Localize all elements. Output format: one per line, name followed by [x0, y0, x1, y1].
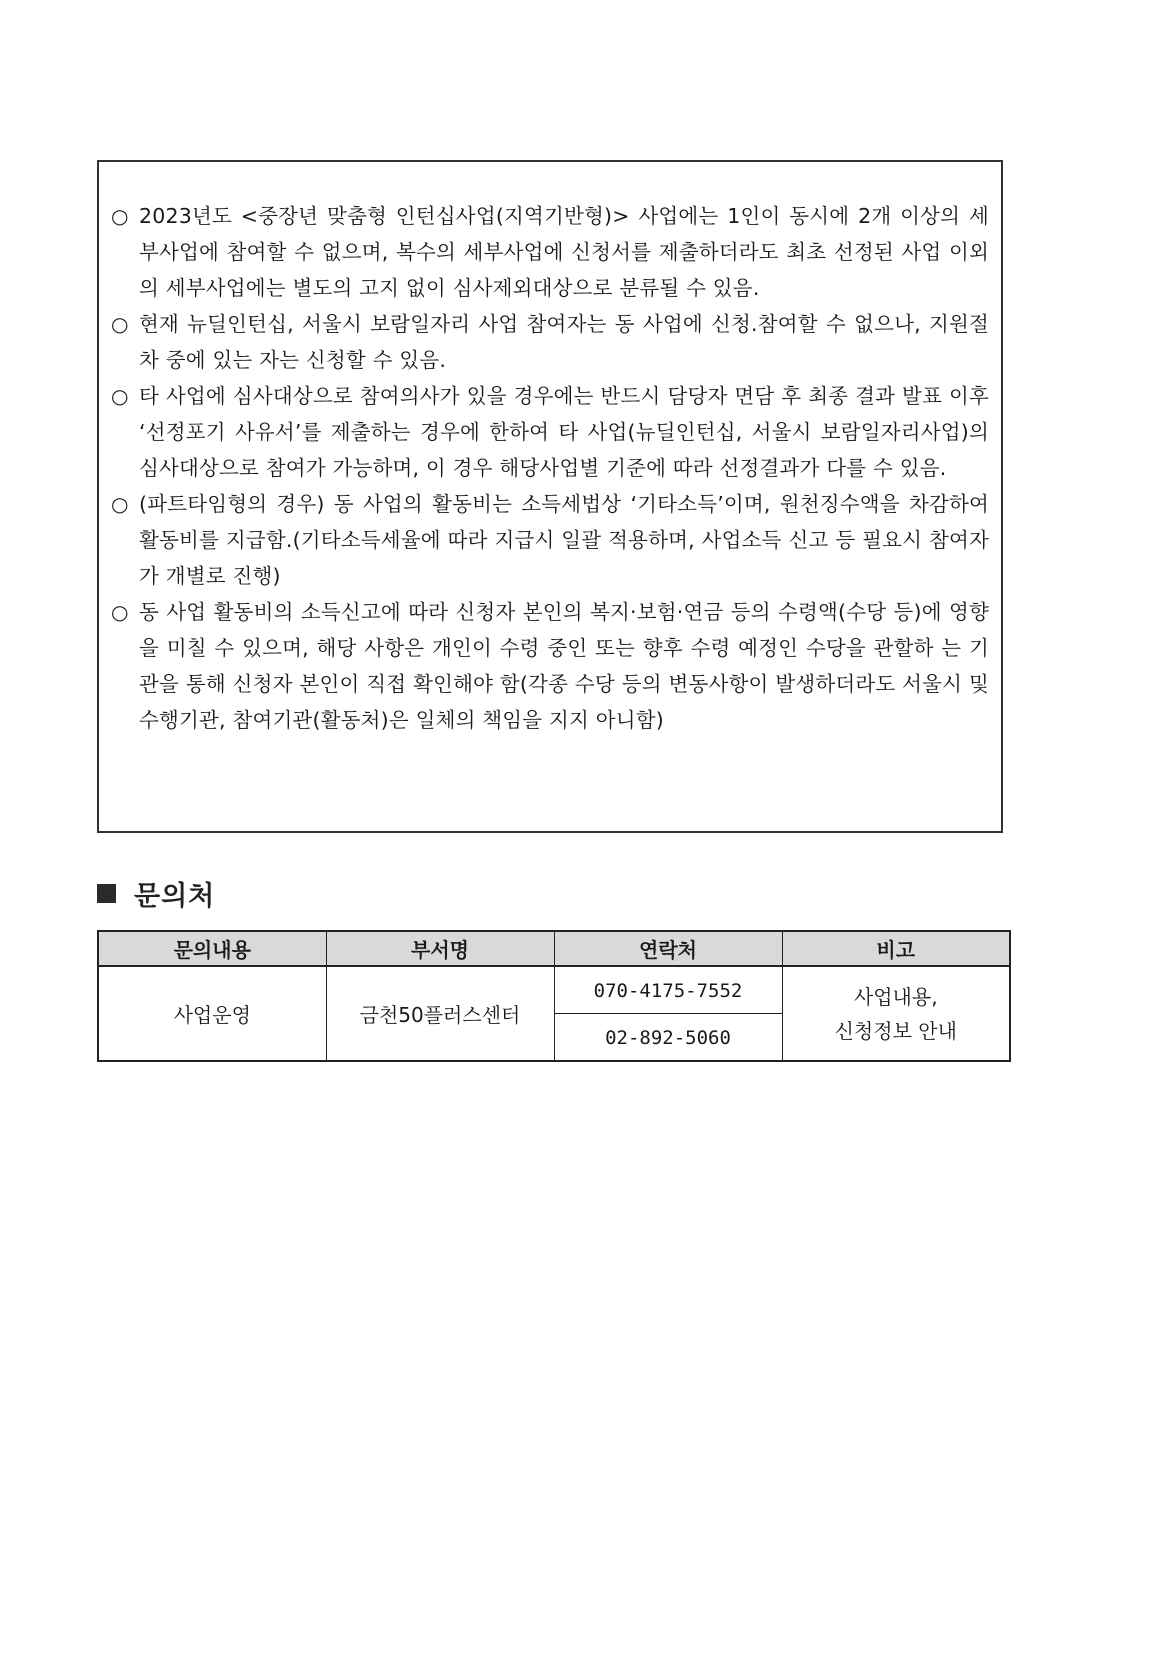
cell-inquiry: 사업운영	[98, 966, 326, 1061]
notice-item	[111, 378, 989, 486]
circle-bullet-icon: ○	[111, 492, 129, 516]
phone-number: 070-4175-7552	[593, 980, 743, 1002]
cell-phone-1	[554, 966, 782, 1014]
header-department: 부서명	[326, 931, 554, 966]
note-line-2: 신청정보 안내	[834, 1018, 957, 1043]
notice-text: 2023년도 <중장년 맞춤형 인턴십사업(지역기반형)> 사업에는 1인이 동시에 2개 이상의 세부사업에 참여할 수 없으며, 복수의 세부사업에 신청서를 제출하더라도 최초 선정된 사업 이외의 세부사업에는 별도의 고지 없이 심사제외대상으로 분류될 수 있음.	[139, 204, 989, 300]
header-phone: 연락처	[554, 931, 782, 966]
cell-department: 금천50플러스센터	[326, 966, 554, 1061]
notice-box	[97, 160, 1003, 833]
circle-bullet-icon: ○	[111, 384, 129, 408]
phone-number: 02-892-5060	[605, 1027, 731, 1049]
circle-bullet-icon: ○	[111, 204, 129, 228]
notice-item	[111, 594, 989, 738]
cell-phone-2	[554, 1014, 782, 1062]
notice-item	[111, 198, 989, 306]
black-square-icon	[97, 884, 116, 903]
header-inquiry: 문의내용	[98, 931, 326, 966]
circle-bullet-icon: ○	[111, 312, 129, 336]
circle-bullet-icon: ○	[111, 600, 129, 624]
contact-heading	[97, 874, 215, 913]
notice-text: 타 사업에 심사대상으로 참여의사가 있을 경우에는 반드시 담당자 면담 후 최종 결과 발표 이후 ‘선정포기 사유서’를 제출하는 경우에 한하여 타 사업(뉴딜인턴십, 서울시 보람일자리사업)의 심사대상으로 참여가 가능하며, 이 경우 해당사업별 기준에 따라 선정결과가 다를 수 있음.	[139, 384, 989, 480]
notice-item	[111, 486, 989, 594]
notice-text: 현재 뉴딜인턴십, 서울시 보람일자리 사업 참여자는 동 사업에 신청.참여할 수 없으나, 지원절차 중에 있는 자는 신청할 수 있음.	[139, 312, 989, 372]
table-row	[98, 966, 1010, 1014]
notice-item	[111, 306, 989, 378]
contact-heading-title: 문의처	[134, 881, 216, 912]
notice-text: (파트타임형의 경우) 동 사업의 활동비는 소득세법상 ‘기타소득’이며, 원천징수액을 차감하여 활동비를 지급함.(기타소득세율에 따라 지급시 일괄 적용하며, 사업소득 신고 등 필요시 참여자가 개별로 진행)	[139, 492, 989, 588]
cell-note	[782, 966, 1010, 1061]
notice-text: 동 사업 활동비의 소득신고에 따라 신청자 본인의 복지·보험·연금 등의 수령액(수당 등)에 영향을 미칠 수 있으며, 해당 사항은 개인이 수령 중인 또는 향후 수령 예정인 수당을 관할하 는 기관을 통해 신청자 본인이 직접 확인해야 함(각종 수당 등의 변동사항이 발생하더라도 서울시 및 수행기관, 참여기관(활동처)은 일체의 책임을 지지 아니함)	[139, 600, 989, 732]
header-note: 비고	[782, 931, 1010, 966]
table-header-row	[98, 931, 1010, 966]
contact-table	[97, 930, 1011, 1062]
note-line-1: 사업내용,	[853, 984, 938, 1009]
